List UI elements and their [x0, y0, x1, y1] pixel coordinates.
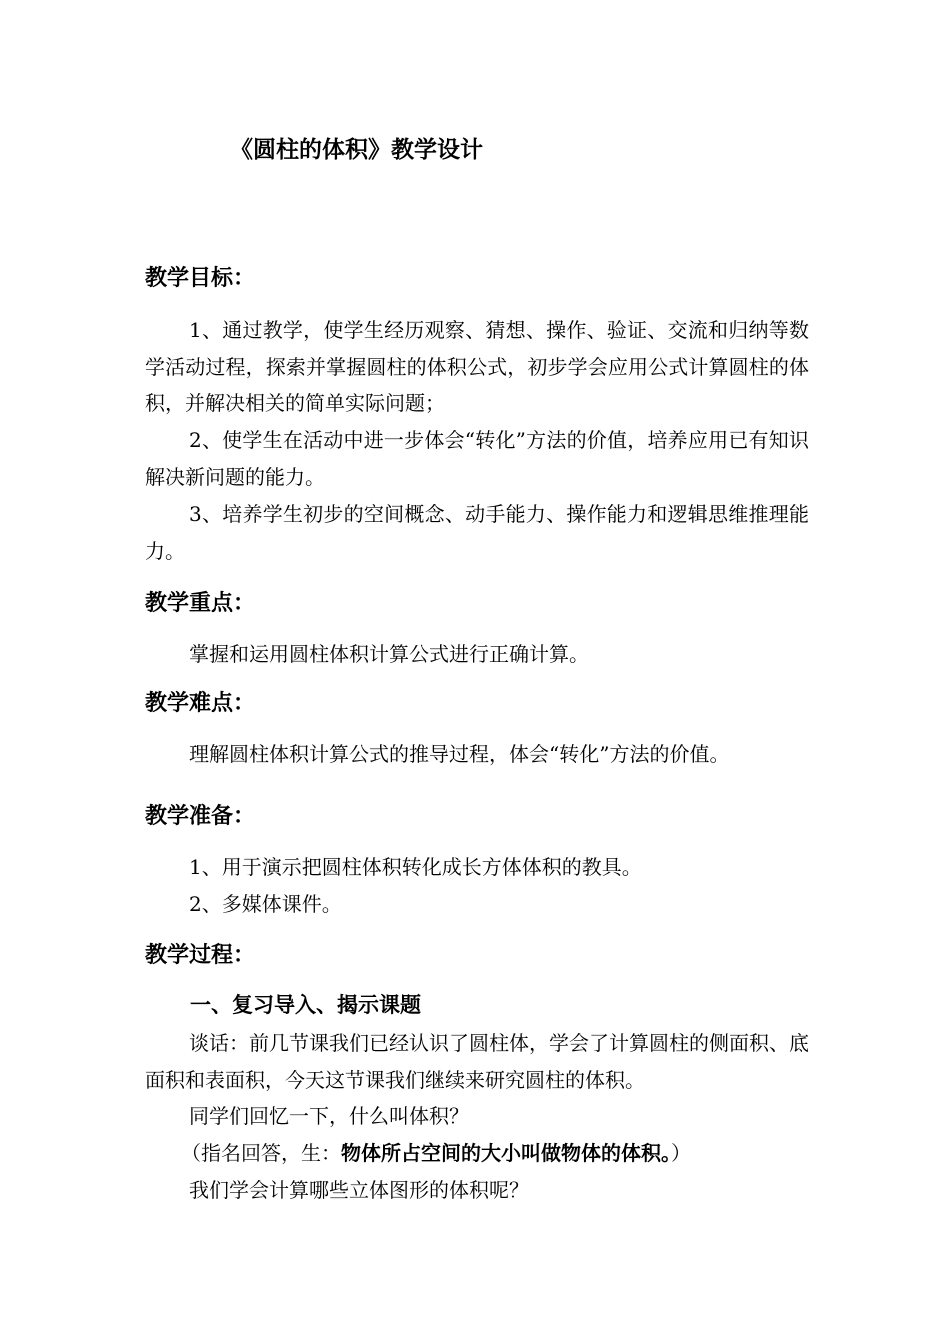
key-point-heading: 教学重点： — [145, 590, 256, 616]
preparation-heading: 教学准备： — [145, 803, 256, 829]
process-subheading: 一、复习导入、揭示课题 — [190, 992, 421, 1017]
process-heading: 教学过程： — [145, 942, 256, 968]
objective-item-1: 1、通过教学，使学生经历观察、猜想、操作、验证、交流和归纳等数学活动过程，探索并掌握圆柱的体积公式，初步学会应用公式计算圆柱的体积，并解决相关的简单实际问题； — [145, 318, 809, 415]
document-title: 《圆柱的体积》教学设计 — [230, 136, 483, 163]
process-talk: 谈话：前几节课我们已经认识了圆柱体，学会了计算圆柱的侧面积、底面积和表面积，今天这节课我们继续来研究圆柱的体积。 — [145, 1031, 809, 1092]
objective-item-3: 3、培养学生初步的空间概念、动手能力、操作能力和逻辑思维推理能力。 — [145, 502, 809, 563]
preparation-item-2: 2、多媒体课件。 — [189, 892, 342, 916]
process-question-2: 我们学会计算哪些立体图形的体积呢？ — [189, 1178, 529, 1202]
preparation-item-1: 1、用于演示把圆柱体积转化成长方体体积的教具。 — [189, 855, 642, 879]
answer-definition: 物体所占空间的大小叫做物体的体积。 — [341, 1141, 671, 1165]
answer-suffix: ） — [671, 1141, 691, 1165]
process-answer — [181, 1137, 691, 1169]
answer-prefix: （指名回答，生： — [181, 1141, 341, 1165]
key-point-text: 掌握和运用圆柱体积计算公式进行正确计算。 — [189, 642, 589, 666]
objectives-heading: 教学目标： — [145, 265, 256, 291]
difficulty-text: 理解圆柱体积计算公式的推导过程，体会“转化”方法的价值。 — [189, 742, 730, 766]
difficulty-heading: 教学难点： — [145, 690, 256, 716]
objective-item-2: 2、使学生在活动中进一步体会“转化”方法的价值，培养应用已有知识解决新问题的能力。 — [145, 428, 809, 489]
process-question: 同学们回忆一下，什么叫体积？ — [189, 1104, 469, 1128]
